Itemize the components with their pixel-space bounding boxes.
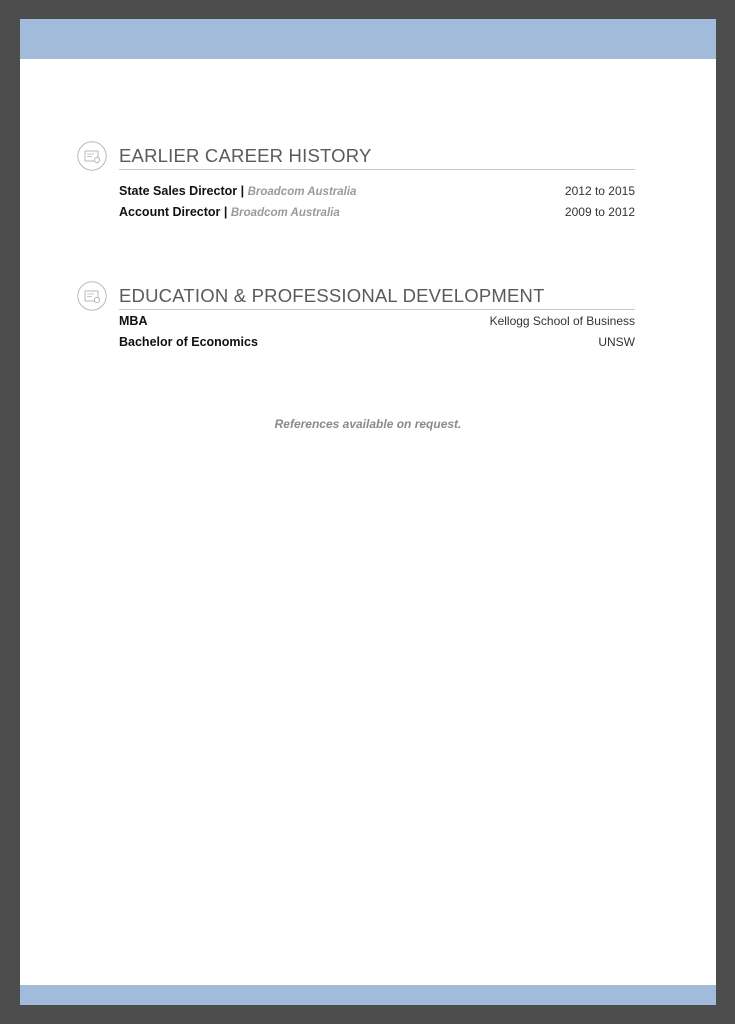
company-name: Broadcom Australia — [247, 186, 357, 198]
certificate-icon — [77, 281, 107, 311]
career-history-header — [77, 141, 635, 171]
separator: | — [223, 205, 231, 219]
job-title: State Sales Director — [119, 184, 238, 198]
education-header — [77, 281, 635, 311]
education-section — [77, 281, 635, 353]
career-entry — [119, 202, 635, 223]
job-title: Account Director — [119, 205, 221, 219]
education-entry — [119, 311, 635, 332]
resume-page — [20, 19, 716, 1005]
qualification: Bachelor of Economics — [119, 335, 258, 349]
top-color-band — [20, 19, 716, 59]
education-entry — [119, 332, 635, 353]
institution: UNSW — [598, 335, 635, 349]
education-list — [119, 311, 635, 353]
references-note: References available on request. — [274, 417, 462, 431]
institution: Kellogg School of Business — [489, 314, 635, 328]
employment-period: 2012 to 2015 — [564, 184, 635, 198]
qualification: MBA — [119, 314, 148, 328]
employment-period: 2009 to 2012 — [564, 205, 635, 219]
section-heading: EARLIER CAREER HISTORY — [119, 145, 372, 166]
bottom-color-band — [20, 985, 716, 1005]
career-history-section — [77, 141, 635, 223]
section-heading: EDUCATION & PROFESSIONAL DEVELOPMENT — [119, 285, 545, 306]
career-entry — [119, 181, 635, 202]
company-name: Broadcom Australia — [230, 207, 340, 219]
career-list — [119, 181, 635, 223]
section-divider — [119, 309, 635, 310]
certificate-icon — [77, 141, 107, 171]
section-divider — [119, 169, 635, 170]
separator: | — [240, 184, 248, 198]
